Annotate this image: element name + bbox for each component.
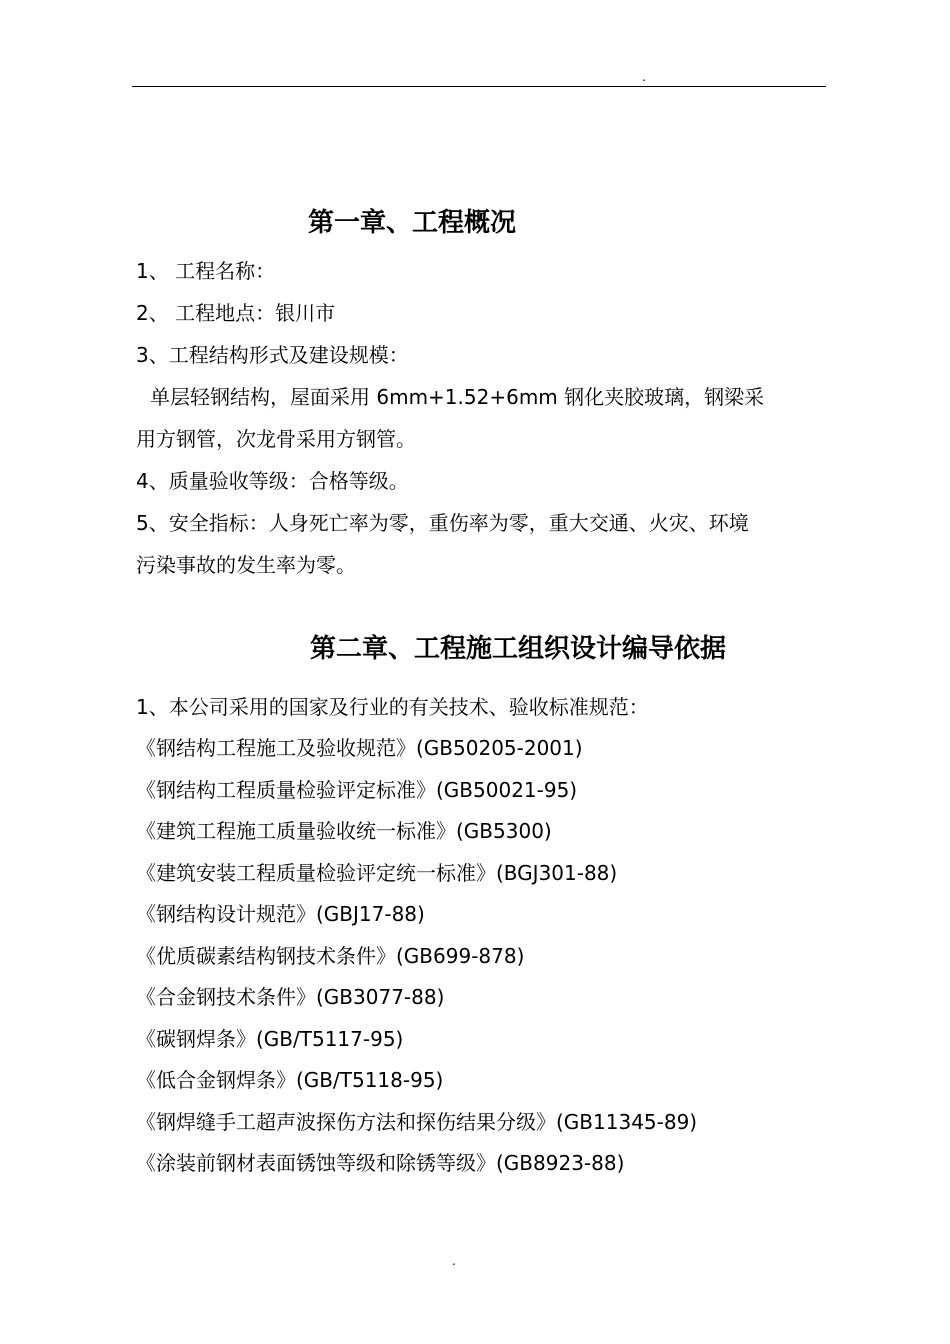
standard-item: 《钢结构工程质量检验评定标准》(GB50021-95): [136, 778, 578, 802]
chapter1-item-3-desc-line1: 单层轻钢结构，屋面采用 6mm+1.52+6mm 钢化夹胶玻璃，钢梁采: [150, 385, 765, 409]
chapter1-title: 第一章、工程概况: [308, 208, 517, 238]
standard-item: 《钢结构设计规范》(GBJ17-88): [136, 902, 425, 926]
chapter2-intro: 1、本公司采用的国家及行业的有关技术、验收标准规范：: [136, 695, 649, 719]
chapter1-item-3: 3、工程结构形式及建设规模：: [136, 343, 409, 367]
chapter1-item-4: 4、质量验收等级：合格等级。: [136, 469, 409, 493]
chapter1-item-5-line1: 5、安全指标：人身死亡率为零，重伤率为零，重大交通、火灾、环境: [136, 511, 749, 535]
standard-item: 《低合金钢焊条》(GB/T5118-95): [136, 1068, 444, 1092]
chapter1-item-1: 1、 工程名称：: [136, 259, 276, 283]
standard-item: 《建筑安装工程质量检验评定统一标准》(BGJ301-88): [136, 861, 618, 885]
chapter1-item-2: 2、 工程地点：银川市: [136, 301, 336, 325]
standard-item: 《涂装前钢材表面锈蚀等级和除锈等级》(GB8923-88): [136, 1151, 625, 1175]
header-rule: [132, 86, 826, 87]
standard-item: 《合金钢技术条件》(GB3077-88): [136, 985, 445, 1009]
standard-item: 《钢焊缝手工超声波探伤方法和探伤结果分级》(GB11345-89): [136, 1110, 698, 1134]
chapter1-item-3-desc-line2: 用方钢管，次龙骨采用方钢管。: [136, 427, 416, 451]
chapter1-item-5-line2: 污染事故的发生率为零。: [136, 553, 356, 577]
footer-mark: .: [452, 1254, 456, 1268]
chapter2-title: 第二章、工程施工组织设计编导依据: [310, 634, 727, 664]
standard-item: 《优质碳素结构钢技术条件》(GB699-878): [136, 944, 525, 968]
standard-item: 《碳钢焊条》(GB/T5117-95): [136, 1027, 404, 1051]
header-mark: .: [642, 70, 646, 84]
standard-item: 《建筑工程施工质量验收统一标准》(GB5300): [136, 819, 552, 843]
standard-item: 《钢结构工程施工及验收规范》(GB50205-2001): [136, 736, 583, 760]
